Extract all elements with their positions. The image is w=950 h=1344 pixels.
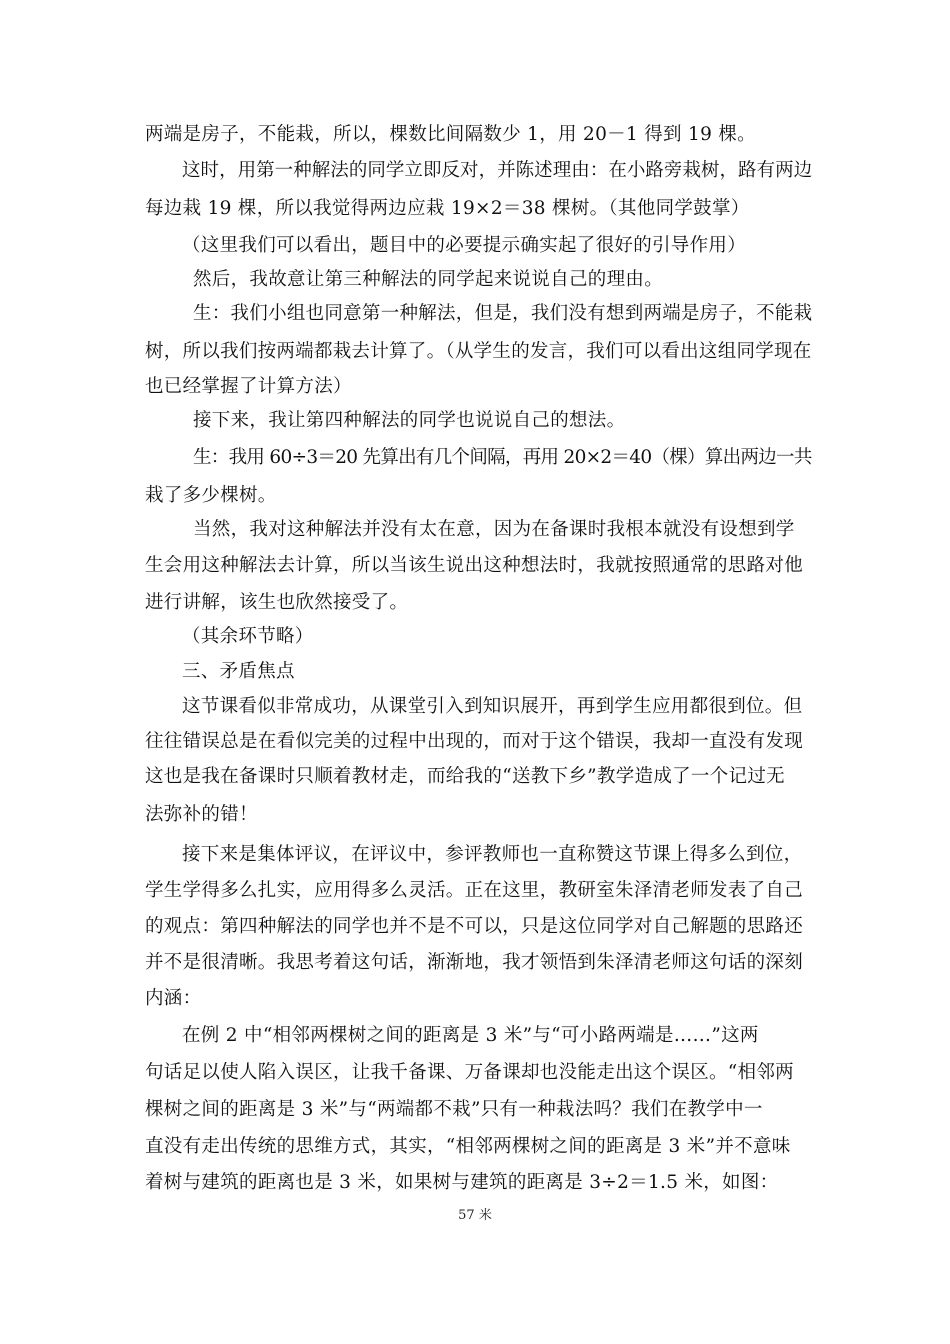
text-line: 生：我们小组也同意第一种解法，但是，我们没有想到两端是房子，不能栽 (193, 303, 813, 324)
text-line: 栽了多少棵树。 (145, 485, 277, 506)
page-number: 57 米 (458, 1208, 492, 1223)
text-line: （其余环节略） (182, 626, 314, 647)
text-line: （这里我们可以看出，题目中的必要提示确实起了很好的引导作用） (182, 235, 747, 256)
text-line: 学生学得多么扎实，应用得多么灵活。正在这里，教研室朱泽清老师发表了自己 (145, 880, 804, 901)
text-line: 每边栽 19 棵，所以我觉得两边应栽 19×2＝38 棵树。（其他同学鼓掌） (145, 198, 750, 219)
text-line: 也已经掌握了计算方法） (145, 376, 352, 397)
text-line: 接下来，我让第四种解法的同学也说说自己的想法。 (193, 410, 626, 431)
text-line: 这节课看似非常成功，从课堂引入到知识展开，再到学生应用都很到位。但 (182, 696, 803, 717)
text-line: 内涵： (145, 988, 202, 1009)
text-line: 的观点：第四种解法的同学也并不是不可以，只是这位同学对自己解题的思路还 (145, 916, 804, 937)
text-line: 这也是我在备课时只顺着教材走，而给我的“送教下乡”教学造成了一个记过无 (145, 766, 785, 787)
section-heading: 三、矛盾焦点 (182, 661, 295, 682)
text-line: 法弥补的错！ (145, 804, 258, 825)
text-line: 生：我用 60÷3＝20 先算出有几个间隔，再用 20×2＝40（棵）算出两边一共 (193, 447, 812, 468)
text-line: 两端是房子，不能栽，所以，棵数比间隔数少 1，用 20－1 得到 19 棵。 (145, 124, 756, 145)
text-line: 着树与建筑的距离也是 3 米，如果树与建筑的距离是 3÷2＝1.5 米，如图： (145, 1172, 779, 1193)
text-line: 棵树之间的距离是 3 米”与“两端都不栽”只有一种栽法吗？我们在教学中一 (145, 1099, 763, 1120)
text-line: 并不是很清晰。我思考着这句话，渐渐地，我才领悟到朱泽清老师这句话的深刻 (145, 952, 804, 973)
text-line: 接下来是集体评议，在评议中，参评教师也一直称赞这节课上得多么到位， (182, 844, 803, 865)
text-line: 这时，用第一种解法的同学立即反对，并陈述理由：在小路旁栽树，路有两边 (182, 160, 813, 181)
text-line: 进行讲解，该生也欣然接受了。 (145, 592, 409, 613)
text-line: 往往错误总是在看似完美的过程中出现的，而对于这个错误，我却一直没有发现 (145, 731, 804, 752)
text-line: 然后，我故意让第三种解法的同学起来说说自己的理由。 (193, 269, 664, 290)
text-line: 在例 2 中“相邻两棵树之间的距离是 3 米”与“可小路两端是……”这两 (182, 1025, 759, 1046)
text-line: 生会用这种解法去计算，所以当该生说出这种想法时，我就按照通常的思路对他 (145, 555, 804, 576)
text-line: 直没有走出传统的思维方式，其实，“相邻两棵树之间的距离是 3 米”并不意味 (145, 1136, 791, 1157)
text-line: 当然，我对这种解法并没有太在意，因为在备课时我根本就没有设想到学 (193, 519, 795, 540)
text-line: 句话足以使人陷入误区，让我千备课、万备课却也没能走出这个误区。“相邻两 (145, 1062, 794, 1083)
text-line: 树，所以我们按两端都栽去计算了。（从学生的发言，我们可以看出这组同学现在 (145, 341, 812, 362)
